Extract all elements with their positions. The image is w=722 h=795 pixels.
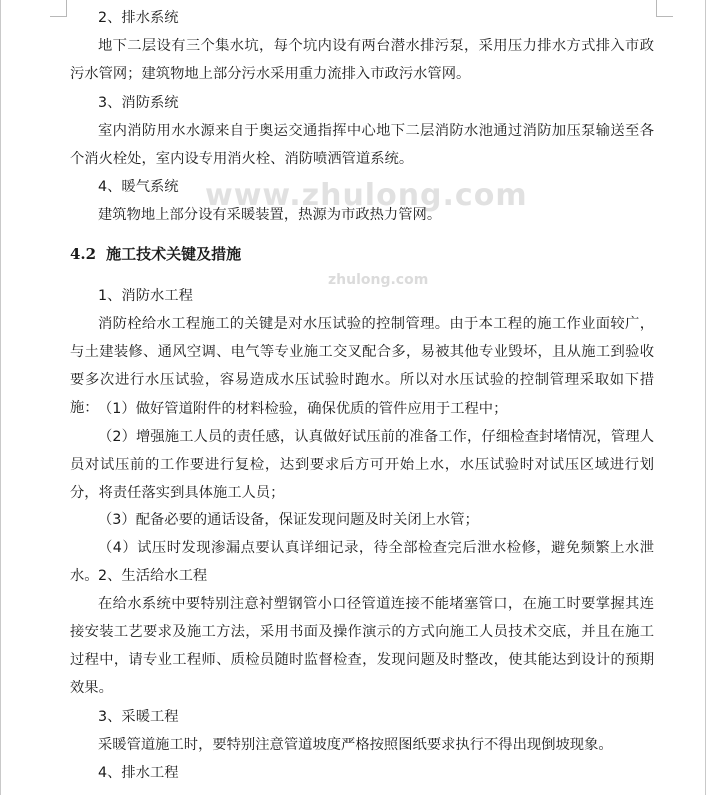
measure-item-4: （4）试压时发现渗漏点要认真详细记录，待全部检查完后泄水检修，避免频繁上水泄水。 xyxy=(70,540,654,584)
subheading-domestic-water: 2、生活给水工程 xyxy=(98,568,208,584)
watermark-secondary: zhulong.com xyxy=(328,272,429,288)
measure-item-1: （1）做好管道附件的材料检验，确保优质的管件应用于工程中； xyxy=(98,401,508,417)
paragraph-fire-system: 室内消防用水水源来自于奥运交通指挥中心地下二层消防水池通过消防加压泵输送至各个消火栓处，室内设专用消火栓、消防喷洒管道系统。 xyxy=(70,123,654,167)
section-title xyxy=(70,240,241,268)
subheading-heating-engineering: 3、采暖工程 xyxy=(98,709,179,725)
margin-corner-mark-right xyxy=(656,0,673,17)
page-right-edge xyxy=(705,0,706,795)
subheading-drainage-engineering: 4、排水工程 xyxy=(98,765,179,781)
measure-item-3: （3）配备必要的通话设备，保证发现问题及时关闭上水管； xyxy=(98,512,479,528)
measure-item-2: （2）增强施工人员的责任感，认真做好试压前的准备工作，仔细检查封堵情况，管理人员对试压前的工作要进行复检，达到要求后方可开始上水，水压试验时对试压区域进行划分，将责任落实到具体施工人员； xyxy=(70,429,654,501)
paragraph-heating-system: 建筑物地上部分设有采暖装置，热源为市政热力管网。 xyxy=(98,207,442,223)
paragraph-domestic-water: 在给水系统中要特别注意衬塑钢管小口径管道连接不能堵塞管口，在施工时要掌握其连接安装工艺要求及施工方法，采用书面及操作演示的方式向施工人员技术交底，并且在施工过程中，请专业工程师、质检员随时监督检查，发现问题及时整改，使其能达到设计的预期效果。 xyxy=(70,596,654,696)
paragraph-fire-water-engineering: 消防栓给水工程施工的关键是对水压试验的控制管理。由于本工程的施工作业面较广，与土建装修、通风空调、电气等专业施工交叉配合多，易被其他专业毁坏，且从施工到验收要多次进行水压试验，容易造成水压试验时跑水。所以对水压试验的控制管理采取如下措施： xyxy=(70,316,654,416)
subheading-fire-water-engineering: 1、消防水工程 xyxy=(98,288,193,304)
subheading-drainage-system: 2、排水系统 xyxy=(98,10,179,26)
page-left-edge xyxy=(0,0,1,795)
section-title-text: 施工技术关键及措施 xyxy=(106,245,242,263)
section-number: 4.2 xyxy=(70,245,97,263)
subheading-fire-system: 3、消防系统 xyxy=(98,95,179,111)
paragraph-heating-engineering: 采暖管道施工时，要特别注意管道坡度严格按照图纸要求执行不得出现倒坡现象。 xyxy=(98,737,613,753)
paragraph-drainage-system: 地下二层设有三个集水坑，每个坑内设有两台潜水排污泵，采用压力排水方式排入市政污水管网；建筑物地上部分污水采用重力流排入市政污水管网。 xyxy=(70,38,654,82)
subheading-heating-system: 4、暖气系统 xyxy=(98,179,179,195)
watermark-primary: www.zhulong.com xyxy=(205,178,528,213)
margin-corner-mark-left xyxy=(50,0,67,17)
